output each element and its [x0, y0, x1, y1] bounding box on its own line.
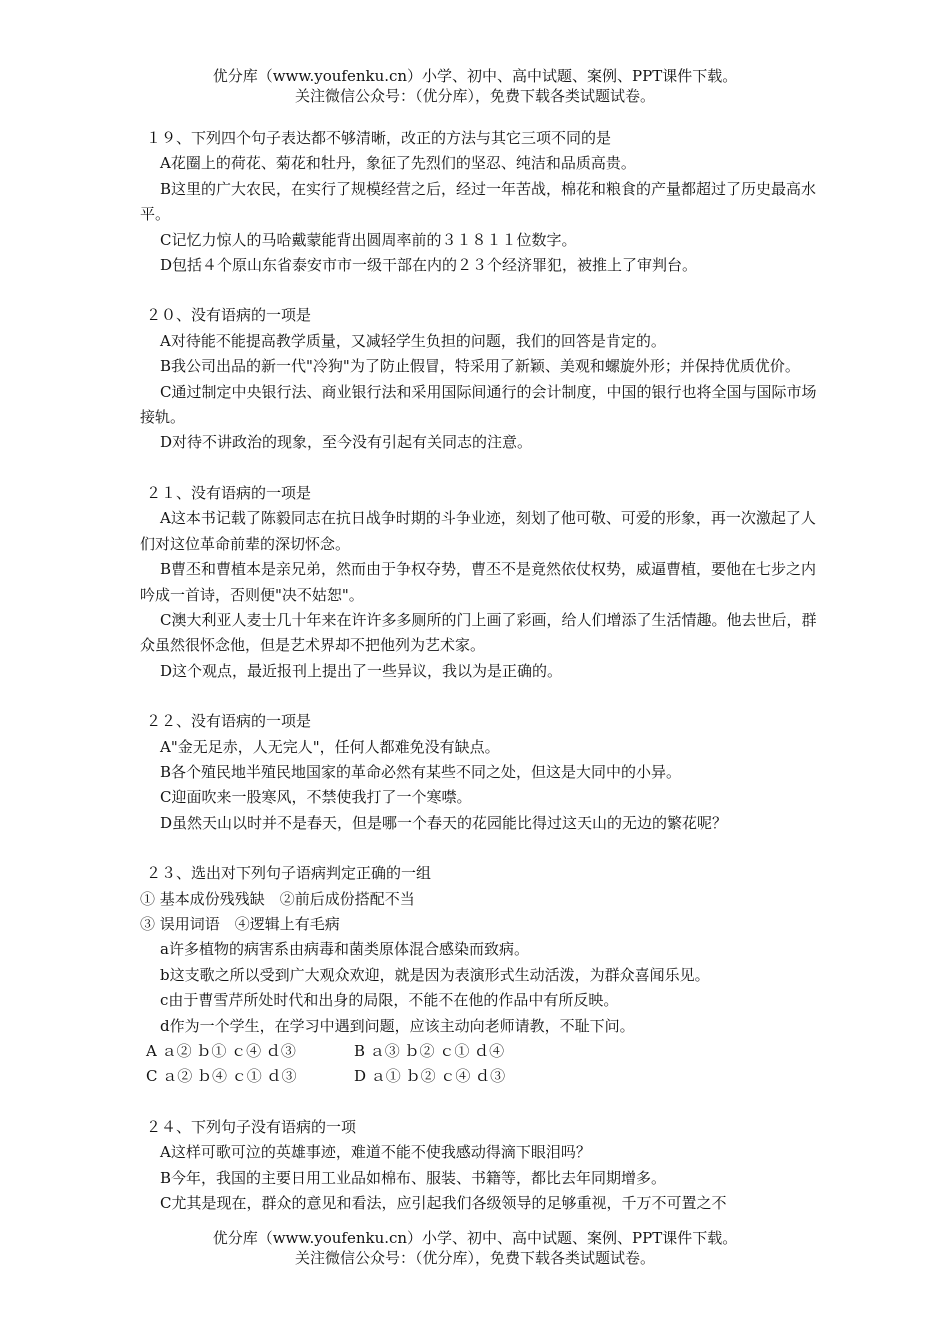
question-21	[140, 481, 820, 684]
footer-line-1: 优分库（www.youfenku.cn）小学、初中、高中试题、案例、PPT课件下载。	[212, 1229, 738, 1247]
document-body	[140, 126, 820, 1216]
option-b: B我公司出品的新一代"冷狗"为了防止假冒，特采用了新颖、美观和螺旋外形；并保持优质优价。	[160, 357, 800, 376]
sentence-b: b这支歌之所以受到广大观众欢迎，就是因为表演形式生动活泼，为群众喜闻乐见。	[160, 965, 710, 984]
question-stem: ２４、下列句子没有语病的一项	[146, 1117, 357, 1136]
option-b: B各个殖民地半殖民地国家的革命必然有某些不同之处，但这是大同中的小异。	[160, 762, 682, 781]
option-c: C记忆力惊人的马哈戴蒙能背出圆周率前的３１８１１位数字。	[160, 230, 577, 249]
footer-line-2: 关注微信公众号：（优分库），免费下载各类试题试卷。	[294, 1249, 655, 1267]
option-a: A这样可歌可泣的英雄事迹，难道不能不使我感动得滴下眼泪吗？	[160, 1143, 591, 1162]
header-line-1: 优分库（www.youfenku.cn）小学、初中、高中试题、案例、PPT课件下载。	[212, 67, 738, 85]
answer-choices-row	[140, 1039, 820, 1064]
question-stem: １９、下列四个句子表达都不够清晰，改正的方法与其它三项不同的是	[146, 129, 612, 147]
option-b: B今年，我国的主要日用工业品如棉布、服装、书籍等，都比去年同期增多。	[160, 1168, 667, 1187]
option-d: D对待不讲政治的现象，至今没有引起有关同志的注意。	[160, 433, 533, 452]
option-c: C澳大利亚人麦士几十年来在许许多多厕所的门上画了彩画，给人们增添了生活情趣。他去世后，群众虽然很怀念他，但是艺术界却不把他列为艺术家。	[140, 610, 817, 655]
choice-a: A ａ② ｂ① ｃ④ ｄ③	[146, 1042, 296, 1060]
choice-b: B ａ③ ｂ② ｃ① ｄ④	[354, 1042, 505, 1060]
option-a: A这本书记载了陈毅同志在抗日战争时期的斗争业迹，刻划了他可敬、可爱的形象，再一次激起了人们对这位革命前辈的深切怀念。	[140, 509, 816, 553]
question-24	[140, 1115, 820, 1217]
option-b: B曹丕和曹植本是亲兄弟，然而由于争权夺势，曹丕不是竟然依仗权势，威逼曹植，要他在七步之内吟成一首诗，否则便"决不姑恕"。	[140, 560, 817, 604]
option-b: B这里的广大农民，在实行了规模经营之后，经过一年苦战，棉花和粮食的产量都超过了历史最高水平。	[140, 179, 817, 224]
option-a: A花圈上的荷花、菊花和牡丹，象征了先烈们的坚忍、纯洁和品质高贵。	[160, 154, 636, 173]
sentence-d: d作为一个学生，在学习中遇到问题，应该主动向老师请教，不耻下问。	[160, 1016, 635, 1035]
header-line-2: 关注微信公众号：（优分库），免费下载各类试题试卷。	[294, 87, 655, 105]
option-c: C尤其是现在，群众的意见和看法，应引起我们各级领导的足够重视，千万不可置之不	[160, 1194, 727, 1213]
answer-choices-row	[140, 1064, 820, 1089]
criteria-line: ③ 误用词语 ④逻辑上有毛病	[140, 914, 340, 933]
question-stem: ２０、没有语病的一项是	[146, 306, 312, 325]
option-d: D包括４个原山东省泰安市市一级干部在内的２３个经济罪犯，被推上了审判台。	[160, 256, 698, 275]
question-20	[140, 303, 820, 455]
question-stem: ２３、选出对下列句子语病判定正确的一组	[146, 864, 432, 883]
choice-c: C ａ② ｂ④ ｃ① ｄ③	[146, 1067, 297, 1086]
question-23	[140, 861, 820, 1090]
question-19	[140, 126, 820, 278]
page-footer	[0, 1228, 950, 1268]
choice-d: D ａ① ｂ② ｃ④ ｄ③	[354, 1067, 506, 1086]
question-stem: ２１、没有语病的一项是	[146, 483, 312, 502]
option-a: A"金无足赤，人无完人"，任何人都难免没有缺点。	[160, 737, 500, 756]
option-c: C迎面吹来一股寒风，不禁使我打了一个寒噤。	[160, 788, 472, 807]
option-d: D虽然天山以时并不是春天，但是哪一个春天的花园能比得过这天山的无边的繁花呢？	[160, 813, 728, 832]
option-c: C通过制定中央银行法、商业银行法和采用国际间通行的会计制度，中国的银行也将全国与国际市场接轨。	[140, 382, 817, 427]
criteria-line: ① 基本成份残残缺 ②前后成份搭配不当	[140, 889, 415, 908]
sentence-a: a许多植物的病害系由病毒和菌类原体混合感染而致病。	[160, 940, 529, 959]
question-stem: ２２、没有语病的一项是	[146, 712, 312, 731]
question-22	[140, 709, 820, 836]
sentence-c: c由于曹雪芹所处时代和出身的局限，不能不在他的作品中有所反映。	[160, 991, 619, 1010]
page-header	[0, 66, 950, 106]
option-a: A对待能不能提高教学质量，又减轻学生负担的问题，我们的回答是肯定的。	[160, 331, 666, 350]
option-d: D这个观点，最近报刊上提出了一些异议，我以为是正确的。	[160, 661, 563, 680]
